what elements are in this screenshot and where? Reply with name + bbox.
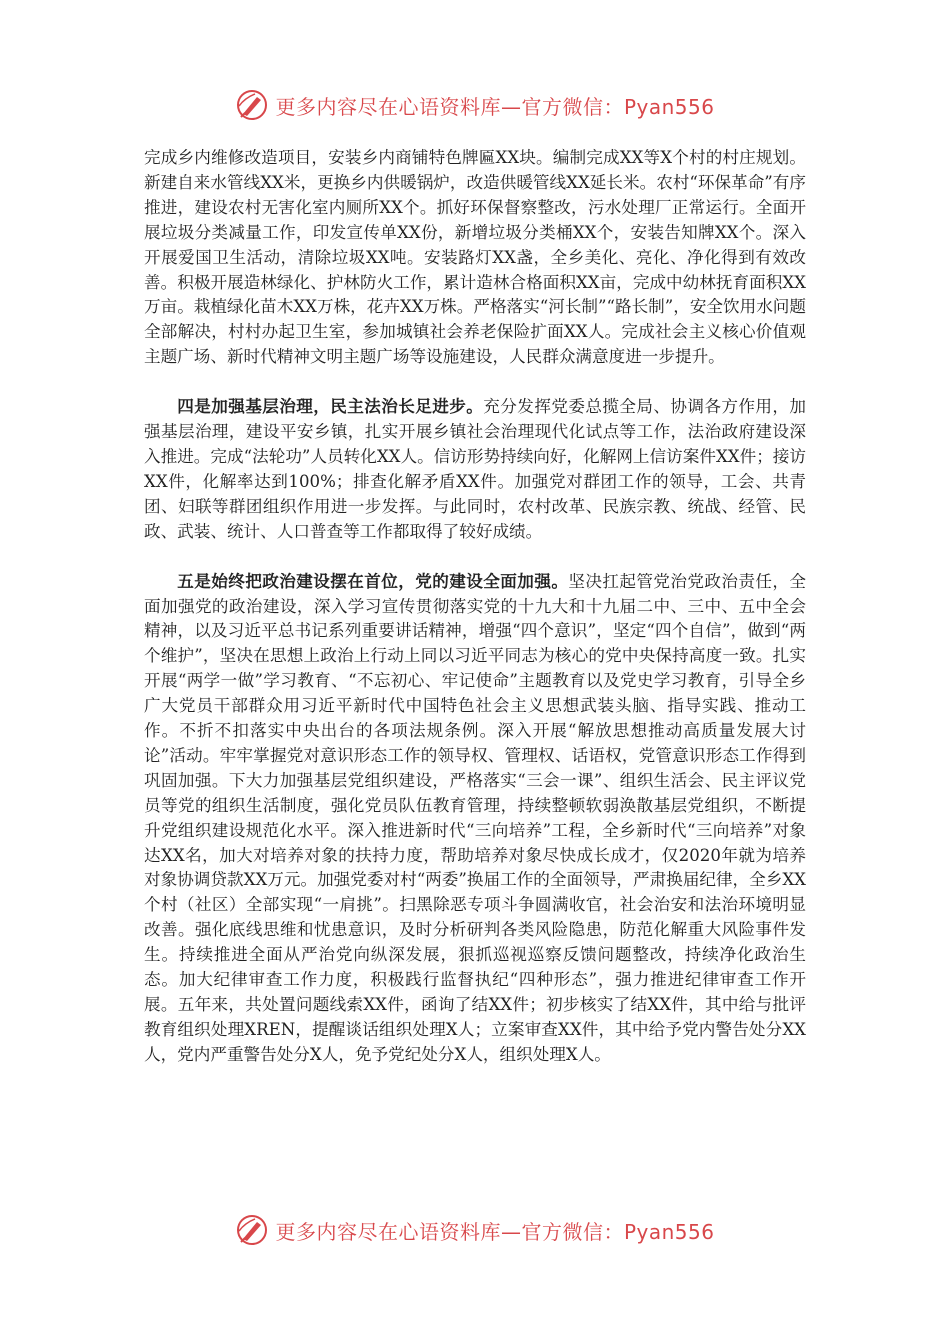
banner-text: 更多内容尽在心语资料库—官方微信：Pyan556 (275, 1219, 715, 1244)
paragraph-1-body: 完成乡内维修改造项目，安装乡内商铺特色牌匾XX块。编制完成XX等X个村的村庄规划。新建自来水管线XX米，更换乡内供暖锅炉，改造供暖管线XX延长米。农村“环保革命”有序推进，建设农村无害化室内厕所XX个。抓好环保督察整改，污水处理厂正常运行。全面开展垃圾分类减量工作，印发宣传单XX份，新增垃圾分类桶XX个，安装告知牌XX个。深入开展爱国卫生活动，清除垃圾XX吨。安装路灯XX盏，全乡美化、亮化、净化得到有效改善。积极开展造林绿化、护林防火工作，累计造林合格面积XX亩，完成中幼林抚育面积XX万亩。栽植绿化苗木XX万株，花卉XX万株。严格落实“河长制”“路长制”，安全饮用水问题全部解决，村村办起卫生室，参加城镇社会养老保险扩面XX人。完成社会主义核心价值观主题广场、新时代精神文明主题广场等设施建设，人民群众满意度进一步提升。 (144, 148, 806, 367)
paragraph-3 (144, 569, 806, 1068)
paragraph-2-body: 充分发挥党委总揽全局、协调各方作用，加强基层治理，建设平安乡镇，扎实开展乡镇社会治理现代化试点等工作，法治政府建设深入推进。完成“法轮功”人员转化XX人。信访形势持续向好，化解网上信访案件XX件；接访XX件，化解率达到100%；排查化解矛盾XX件。加强党对群团工作的领导，工会、共青团、妇联等群团组织作用进一步发挥。与此同时，农村改革、民族宗教、统战、经管、民政、武装、统计、人口普查等工作都取得了较好成绩。 (144, 397, 806, 541)
paragraph-2 (144, 394, 806, 544)
pen-logo-icon (235, 88, 269, 122)
paragraph-3-lead: 五是始终把政治建设摆在首位，党的建设全面加强。 (177, 570, 569, 591)
paragraph-3-body: 坚决扛起管党治党政治责任，全面加强党的政治建设，深入学习宣传贯彻落实党的十九大和十九届二中、三中、五中全会精神，以及习近平总书记系列重要讲话精神，增强“四个意识”，坚定“四个自信”，做到“两个维护”，坚决在思想上政治上行动上同以习近平同志为核心的党中央保持高度一致。扎实开展“两学一做”学习教育、“不忘初心、牢记使命”主题教育以及党史学习教育，引导全乡广大党员干部群众用习近平新时代中国特色社会主义思想武装头脑、指导实践、推动工作。不折不扣落实中央出台的各项法规条例。深入开展“解放思想推动高质量发展大讨论”活动。牢牢掌握党对意识形态工作的领导权、管理权、话语权，党管意识形态工作得到巩固加强。下大力加强基层党组织建设，严格落实“三会一课”、组织生活会、民主评议党员等党的组织生活制度，强化党员队伍教育管理，持续整顿软弱涣散基层党组织，不断提升党组织建设规范化水平。深入推进新时代“三向培养”工程，全乡新时代“三向培养”对象达XX名，加大对培养对象的扶持力度，帮助培养对象尽快成长成才，仅2020年就为培养对象协调贷款XX万元。加强党委对村“两委”换届工作的全面领导，严肃换届纪律，全乡XX个村（社区）全部实现“一肩挑”。扫黑除恶专项斗争圆满收官，社会治安和法治环境明显改善。强化底线思维和忧患意识，及时分析研判各类风险隐患，防范化解重大风险事件发生。持续推进全面从严治党向纵深发展，狠抓巡视巡察反馈问题整改，持续净化政治生态。加大纪律审查工作力度，积极践行监督执纪“四种形态”，强力推进纪律审查工作开展。五年来，共处置问题线索XX件，函询了结XX件；初步核实了结XX件，其中给与批评教育组织处理XREN，提醒谈话组织处理X人；立案审查XX件，其中给予党内警告处分XX人，党内严重警告处分X人，免予党纪处分X人，组织处理X人。 (144, 571, 807, 1064)
banner-text: 更多内容尽在心语资料库—官方微信：Pyan556 (275, 94, 715, 119)
document-body (144, 146, 806, 1068)
header-banner (0, 85, 950, 125)
paragraph-2-lead: 四是加强基层治理，民主法治长足进步。 (177, 396, 484, 417)
pen-logo-icon (235, 1213, 269, 1247)
footer-banner (0, 1210, 950, 1250)
paragraph-1 (144, 146, 806, 370)
